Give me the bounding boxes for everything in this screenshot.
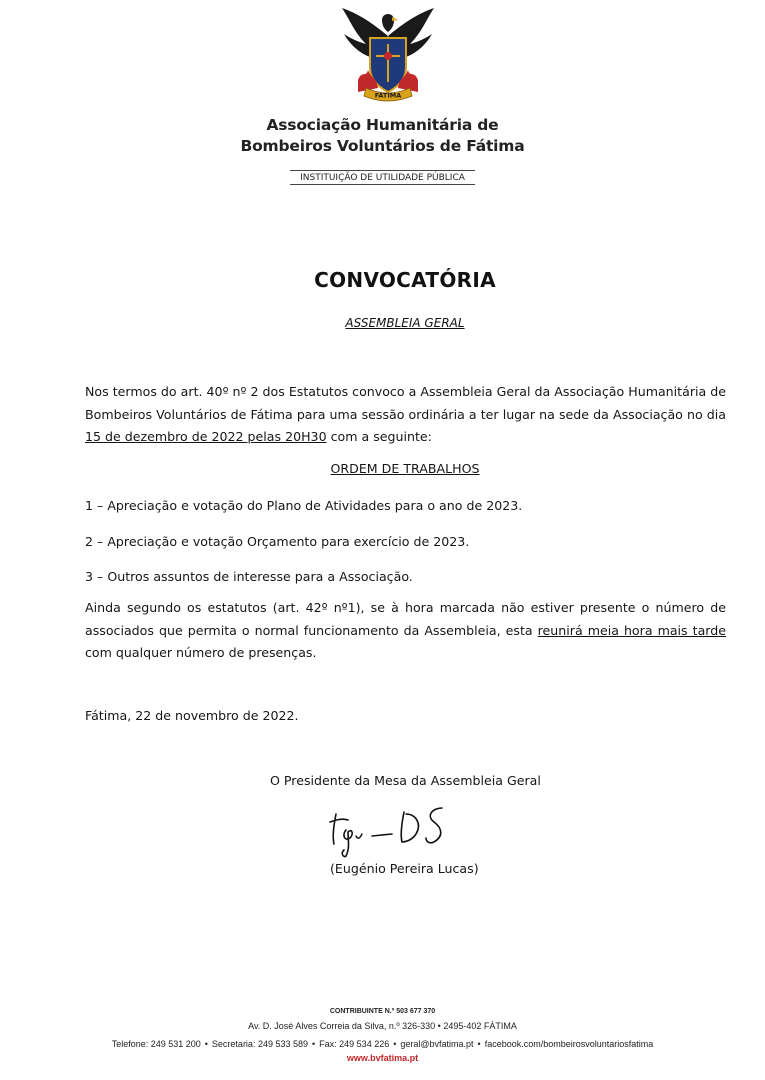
note-emphasis: reunirá meia hora mais tarde [537,622,726,638]
agenda-item: 2 – Apreciação e votação Orçamento para exercício de 2023. [85,534,470,549]
bullet-separator: • [393,1039,397,1049]
org-name-line1: Associação Humanitária de [266,116,499,134]
footer-secretaria: Secretaria: 249 533 589 [211,1039,308,1049]
intro-text-after: com a seguinte: [326,429,432,444]
note-text-before: Ainda segundo os estatutos (art. 42º nº1), se à hora marcada não estiver presente o número de associados que permita o normal funcionamento da Assembleia, esta [85,600,726,638]
signatory-name: (Eugénio Pereira Lucas) [330,861,479,876]
quorum-note-paragraph [85,597,726,665]
agenda-item: 1 – Apreciação e votação do Plano de Atividades para o ano de 2023. [85,498,523,513]
bullet-separator: • [312,1039,316,1049]
document-subtitle: ASSEMBLEIA GERAL [345,316,465,330]
org-status-label: INSTITUIÇÃO DE UTILIDADE PÚBLICA [290,170,475,185]
footer-contacts [0,1039,765,1049]
footer-email[interactable]: geral@bvfatima.pt [400,1039,474,1049]
signatory-title: O Presidente da Mesa da Assembleia Geral [270,773,541,788]
intro-paragraph [85,381,726,449]
agenda-title: ORDEM DE TRABALHOS [330,461,480,476]
footer-fax: Fax: 249 534 226 [319,1039,390,1049]
footer-contribuinte: CONTRIBUINTE N.º 503 677 370 [329,1008,436,1015]
crest-banner-text: FÁTIMA [374,91,402,100]
note-text-after: com qualquer número de presenças. [85,645,317,660]
org-status [0,165,765,185]
org-name-line2: Bombeiros Voluntários de Fátima [240,137,525,155]
intro-text-before: Nos termos do art. 40º nº 2 dos Estatutos convoco a Assembleia Geral da Associação Humanitária de Bombeiros Voluntários de Fátima para uma sessão ordinária a ter lugar na sede da Associação no dia [85,384,726,422]
meeting-date: 15 de dezembro de 2022 pelas 20H30 [85,429,327,444]
bullet-separator: • [477,1039,481,1049]
bullet-separator: • [204,1039,208,1049]
document-title: CONVOCATÓRIA [314,268,496,292]
footer-website[interactable]: www.bvfatima.pt [346,1053,419,1063]
footer-telefone: Telefone: 249 531 200 [111,1039,201,1049]
place-date: Fátima, 22 de novembro de 2022. [85,708,299,723]
agenda-item: 3 – Outros assuntos de interesse para a Associação. [85,569,413,584]
handwritten-signature [322,800,472,860]
footer-facebook[interactable]: facebook.com/bombeirosvoluntariosfatima [484,1039,654,1049]
eagle-crest-icon [336,6,440,106]
footer-address: Av. D. José Alves Correia da Silva, n.º 326-330 • 2495-402 FÁTIMA [248,1021,517,1031]
